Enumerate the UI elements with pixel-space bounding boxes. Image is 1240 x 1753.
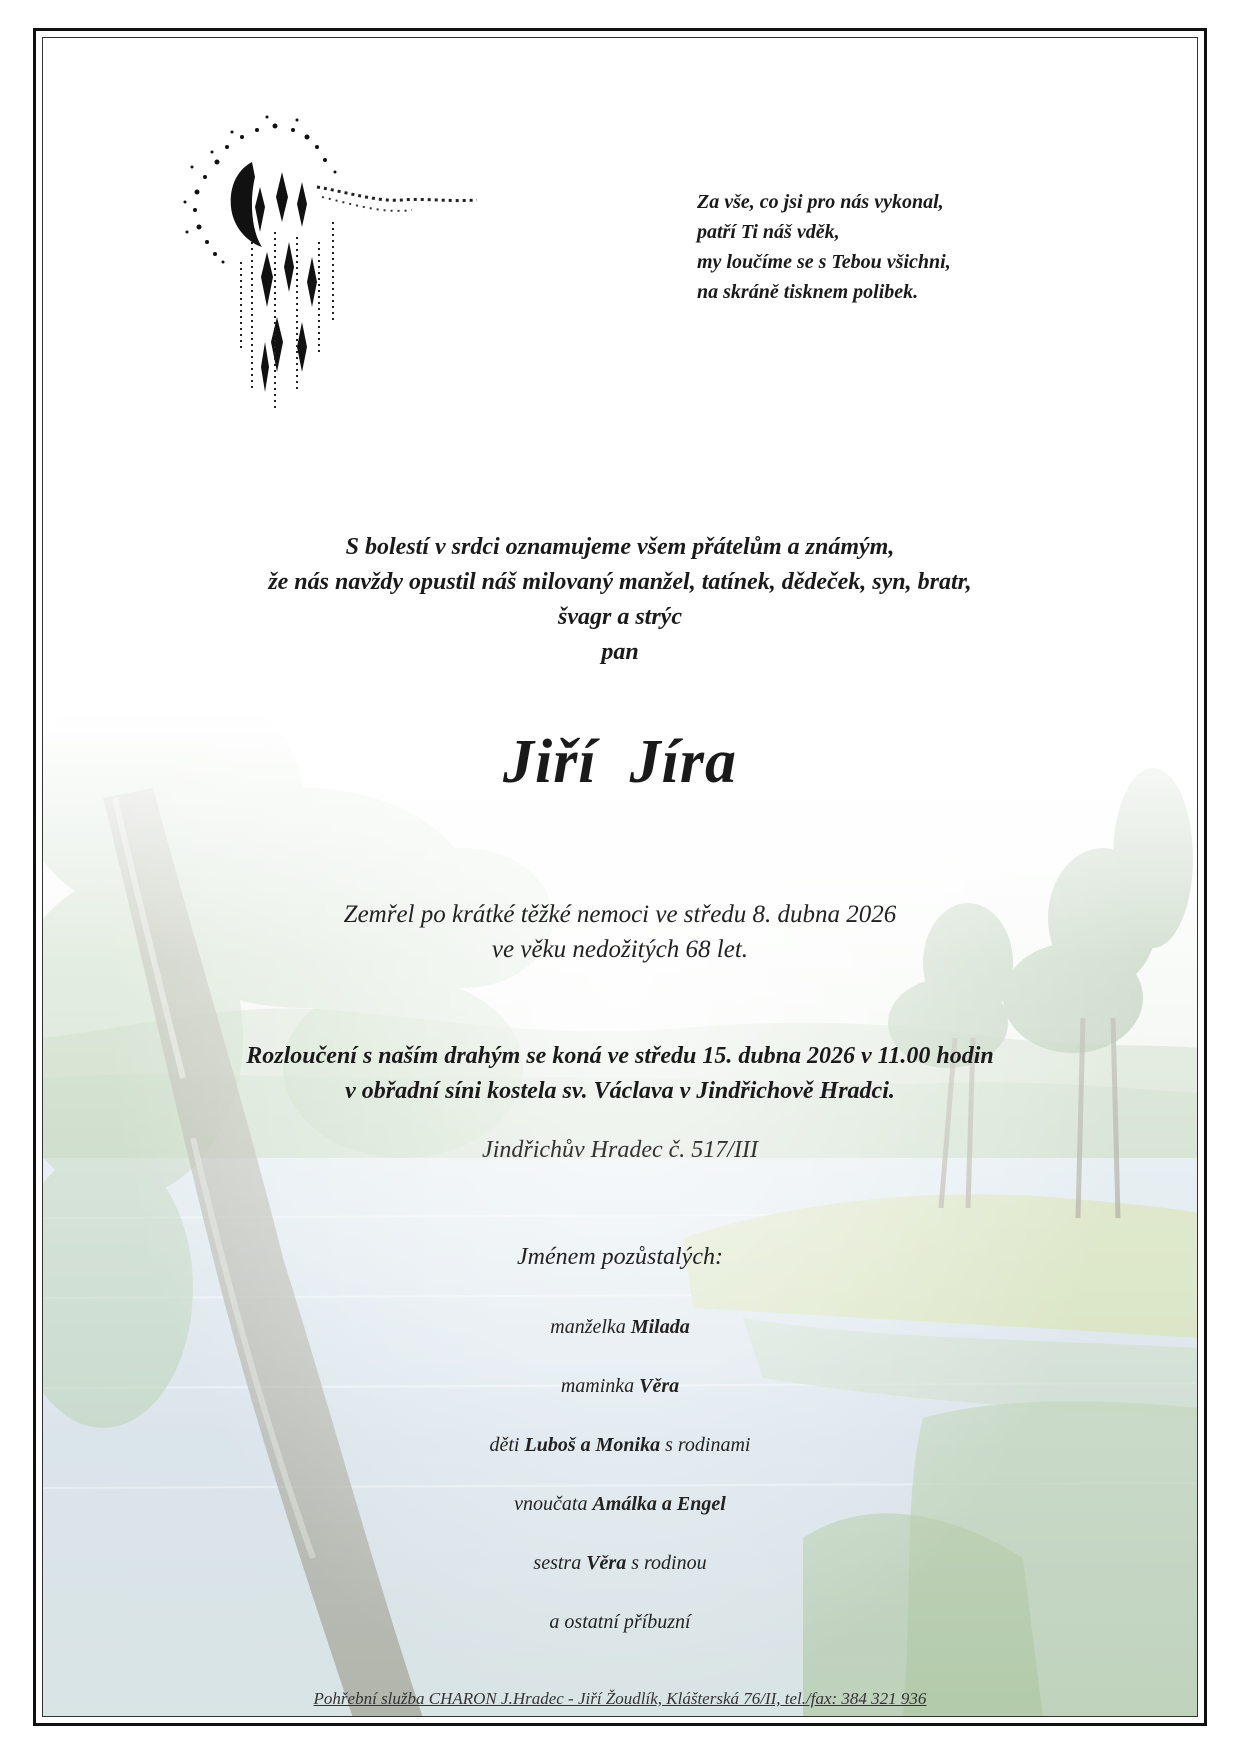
poem-line: my loučíme se s Tebou všichni, (697, 251, 951, 273)
obituary-content (42, 37, 1198, 1717)
mourners-title: Jménem pozůstalých: (517, 1244, 723, 1270)
mourner-item (42, 1548, 1198, 1607)
relation: děti (489, 1434, 525, 1456)
announcement-line: pan (601, 639, 639, 665)
address: Jindřichův Hradec č. 517/III (482, 1137, 758, 1163)
death-notice (42, 897, 1198, 967)
mourners-list (42, 1312, 1198, 1666)
mourner-name: Věra (639, 1375, 680, 1397)
funeral-service-footer: Pohřební služba CHARON J.Hradec - Jiří Žoudlík, Klášterská 76/II, tel./fax: 384 321 936 (313, 1689, 927, 1708)
deceased-name: Jiří Jíra (503, 728, 737, 796)
relation: maminka (560, 1375, 640, 1397)
mourner-name: Milada (630, 1316, 690, 1338)
relation: sestra (533, 1552, 587, 1574)
poem-line: patří Ti náš vděk, (697, 221, 840, 243)
suffix: s rodinou (626, 1552, 707, 1574)
death-line: Zemřel po krátké těžké nemoci ve středu 8. dubna 2026 (343, 901, 897, 928)
mourner-item (42, 1430, 1198, 1489)
relation: vnoučata (514, 1493, 593, 1515)
announcement (42, 530, 1198, 670)
relation: manželka (550, 1316, 631, 1338)
farewell-notice (42, 1039, 1198, 1109)
farewell-line: v obřadní síni kostela sv. Václava v Jindřichově Hradci. (345, 1078, 895, 1104)
poem (697, 187, 1117, 307)
farewell-line: Rozloučení s naším drahým se koná ve středu 15. dubna 2026 v 11.00 hodin (246, 1043, 994, 1069)
mourner-item (42, 1371, 1198, 1430)
poem-line: na skráně tisknem polibek. (697, 281, 919, 303)
poem-line: Za vše, co jsi pro nás vykonal, (697, 191, 944, 213)
suffix: a ostatní příbuzní (549, 1611, 691, 1633)
mourner-name: Luboš a Monika (524, 1434, 661, 1456)
announcement-line: že nás navždy opustil náš milovaný manžel, tatínek, dědeček, syn, bratr, (268, 569, 972, 595)
sun-tears-emblem (157, 92, 497, 422)
mourner-name: Amálka a Engel (592, 1493, 726, 1515)
mourner-item (42, 1312, 1198, 1371)
mourner-item (42, 1607, 1198, 1666)
announcement-line: S bolestí v srdci oznamujeme všem přátelům a známým, (345, 534, 895, 560)
death-line: ve věku nedožitých 68 let. (491, 936, 749, 963)
mourner-item (42, 1489, 1198, 1548)
suffix: s rodinami (660, 1434, 751, 1456)
mourner-name: Věra (586, 1552, 627, 1574)
announcement-line: švagr a strýc (558, 604, 682, 630)
